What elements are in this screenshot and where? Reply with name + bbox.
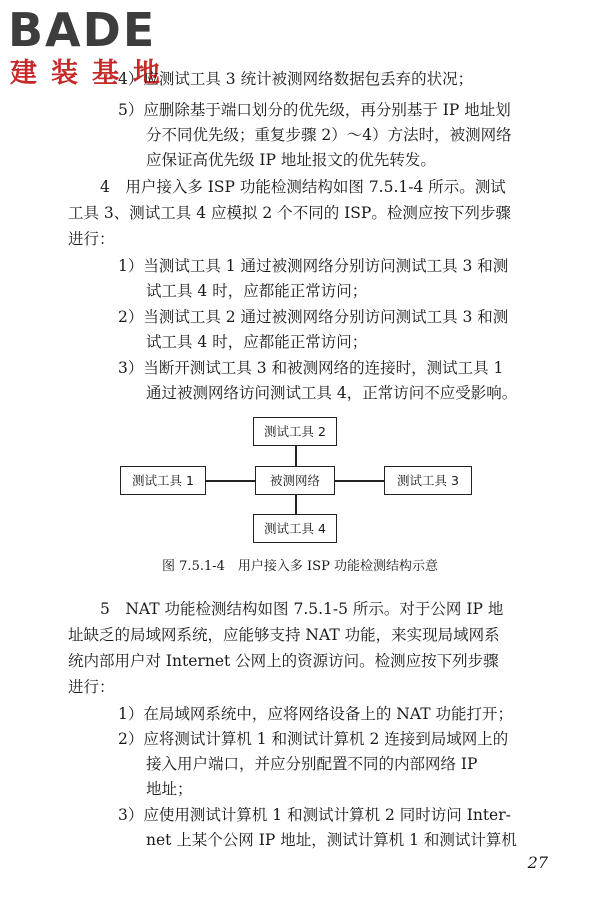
logo-subtitle: 建装基地 [10, 58, 174, 89]
body-line: 统内部用户对 Internet 公网上的资源访问。检测应按下列步骤 [68, 652, 499, 670]
body-line: 地址； [146, 780, 193, 798]
node-tool-2: 测试工具 2 [253, 417, 337, 446]
body-line: 2）当测试工具 2 通过被测网络分别访问测试工具 3 和测 [118, 308, 509, 326]
isp-diagram [0, 400, 600, 550]
body-line: net 上某个公网 IP 地址，测试计算机 1 和测试计算机 [146, 831, 517, 849]
body-line: 试工具 4 时，应都能正常访问； [146, 333, 368, 351]
body-line: 接入用户端口，并应分别配置不同的内部网络 IP [146, 755, 478, 773]
body-line: 通过被测网络访问测试工具 4，正常访问不应受影响。 [146, 384, 518, 402]
body-line: 1）当测试工具 1 通过被测网络分别访问测试工具 3 和测 [118, 257, 509, 275]
body-line: 工具 3、测试工具 4 应模拟 2 个不同的 ISP。检测应按下列步骤 [68, 204, 511, 222]
node-tool-3: 测试工具 3 [384, 466, 472, 495]
body-line: 4）应测试工具 3 统计被测网络数据包丢弃的状况； [118, 70, 474, 88]
logo-wordmark: BADE [8, 3, 157, 57]
node-network: 被测网络 [255, 466, 335, 495]
figure-caption: 图 7.5.1-4 用户接入多 ISP 功能检测结构示意 [162, 559, 438, 574]
body-line: 进行： [68, 678, 115, 696]
body-line: 分不同优先级；重复步骤 2）～4）方法时，被测网络 [146, 126, 512, 144]
node-tool-1: 测试工具 1 [120, 466, 206, 495]
body-line: 3）应使用测试计算机 1 和测试计算机 2 同时访问 Inter- [118, 806, 511, 824]
body-line: 2）应将测试计算机 1 和测试计算机 2 连接到局域网上的 [118, 730, 509, 748]
body-line: 试工具 4 时，应都能正常访问； [146, 282, 368, 300]
body-line: 5）应删除基于端口划分的优先级，再分别基于 IP 地址划 [118, 101, 511, 119]
body-line: 4 用户接入多 ISP 功能检测结构如图 7.5.1-4 所示。测试 [100, 178, 506, 196]
body-line: 进行： [68, 230, 115, 248]
body-line: 应保证高优先级 IP 地址报文的优先转发。 [146, 151, 436, 169]
body-line: 5 NAT 功能检测结构如图 7.5.1-5 所示。对于公网 IP 地 [100, 600, 504, 618]
body-line: 3）当断开测试工具 3 和被测网络的连接时，测试工具 1 [118, 359, 504, 377]
body-line: 址缺乏的局域网系统，应能够支持 NAT 功能，来实现局域网系 [68, 626, 500, 644]
page-number: 27 [527, 853, 548, 872]
body-line: 1）在局域网系统中，应将网络设备上的 NAT 功能打开； [118, 705, 513, 723]
node-tool-4: 测试工具 4 [253, 514, 337, 543]
